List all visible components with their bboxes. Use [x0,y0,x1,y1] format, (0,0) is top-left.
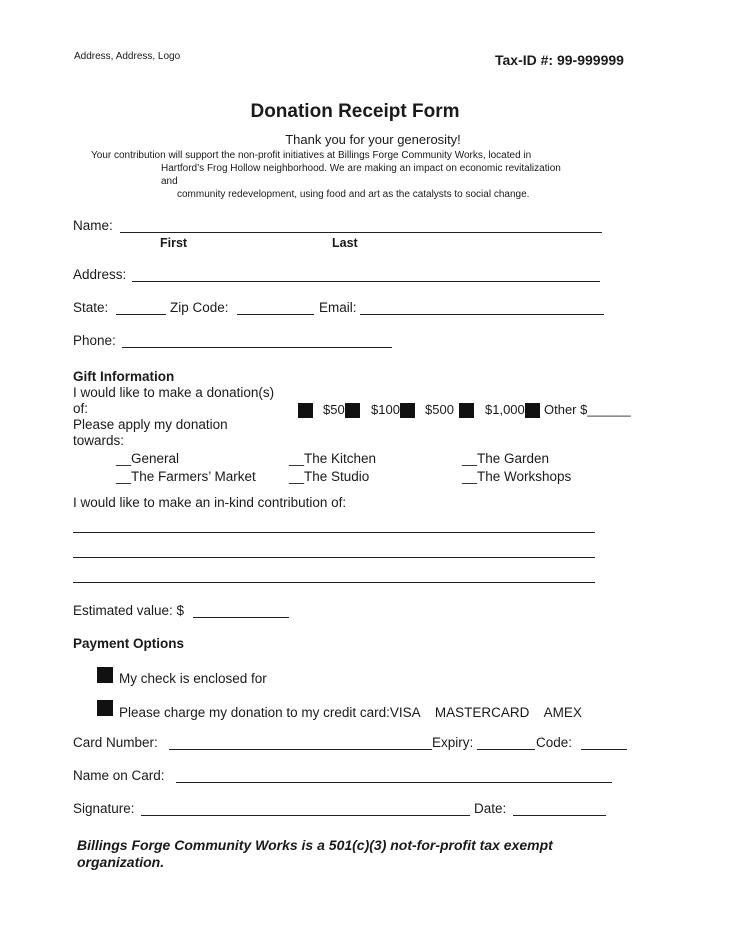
estimated-value-field[interactable] [193,617,289,618]
signature-field[interactable] [141,815,470,816]
phone-label: Phone: [73,333,116,348]
address-field[interactable] [132,281,600,282]
phone-field[interactable] [122,347,392,348]
program-garden-option[interactable]: __The Garden [462,451,550,466]
tax-id: Tax-ID #: 99-999999 [495,52,624,68]
gift-information-heading: Gift Information [73,369,175,384]
thank-you-text: Thank you for your generosity! [285,132,461,147]
apply-donation-prompt-line-1: Please apply my donation [73,417,228,432]
credit-card-label-text: Please charge my donation to my credit card: [119,705,390,720]
in-kind-line-2[interactable] [73,557,595,558]
intro-line-1: Your contribution will support the non-profit initiatives at Billings Forge Community Works, located in [91,150,532,161]
card-number-label: Card Number: [73,735,158,750]
program-studio-option[interactable]: __The Studio [289,469,370,484]
nonprofit-statement-line-2: organization. [77,854,165,870]
program-farmers-market-option[interactable]: __The Farmers’ Market [116,469,256,484]
donation-amount-prompt-line-1: I would like to make a donation(s) [73,385,275,400]
payment-options-heading: Payment Options [73,636,185,651]
state-label: State: [73,300,109,315]
date-field[interactable] [513,815,606,816]
code-label: Code: [536,735,573,750]
amount-other-label: Other $______ [544,402,631,417]
credit-card-checkbox[interactable] [97,700,113,716]
intro-line-4: community redevelopment, using food and art as the catalysts to social change. [177,189,530,200]
card-types: VISA MASTERCARD AMEX [389,705,582,720]
name-on-card-label: Name on Card: [73,768,165,783]
expiry-label: Expiry: [432,735,474,750]
email-field[interactable] [360,314,604,315]
email-label: Email: [319,300,357,315]
code-field[interactable] [581,749,627,750]
estimated-value-label: Estimated value: $ [73,603,185,618]
card-number-field[interactable] [169,749,432,750]
amount-500-checkbox[interactable] [400,403,415,418]
name-field[interactable] [120,232,602,233]
program-workshops-option[interactable]: __The Workshops [462,469,572,484]
amount-other-checkbox[interactable] [525,403,540,418]
name-on-card-field[interactable] [176,782,612,783]
donation-amount-prompt-line-2: of: [73,401,89,416]
intro-line-3: and [161,176,178,187]
date-label: Date: [474,801,507,816]
last-name-label: Last [332,236,358,250]
in-kind-contribution-label: I would like to make an in-kind contribution of: [73,495,347,510]
apply-donation-prompt-line-2: towards: [73,433,125,448]
signature-label: Signature: [73,801,135,816]
amount-100-checkbox[interactable] [345,403,360,418]
check-enclosed-checkbox[interactable] [97,667,113,683]
program-general-option[interactable]: __General [116,451,180,466]
amount-50-label: $50 [323,402,345,417]
name-label: Name: [73,218,113,233]
state-field[interactable] [116,314,166,315]
amount-500-label: $500 [425,402,454,417]
credit-card-label [119,705,582,720]
amount-100-label: $100 [371,402,400,417]
check-enclosed-label: My check is enclosed for [119,671,267,686]
intro-line-2: Hartford’s Frog Hollow neighborhood. We are making an impact on economic revitalization [161,163,561,174]
amount-1000-checkbox[interactable] [459,403,474,418]
address-logo-placeholder: Address, Address, Logo [74,51,181,62]
expiry-field[interactable] [477,749,535,750]
first-name-label: First [160,236,188,250]
form-title: Donation Receipt Form [250,101,460,122]
amount-1000-label: $1,000 [485,402,525,417]
amount-50-checkbox[interactable] [298,403,313,418]
address-label: Address: [73,267,127,282]
zip-code-field[interactable] [237,314,314,315]
in-kind-line-3[interactable] [73,582,595,583]
nonprofit-statement-line-1: Billings Forge Community Works is a 501(c)(3) not-for-profit tax exempt [77,837,553,853]
in-kind-line-1[interactable] [73,532,595,533]
zip-code-label: Zip Code: [170,300,229,315]
program-kitchen-option[interactable]: __The Kitchen [289,451,377,466]
